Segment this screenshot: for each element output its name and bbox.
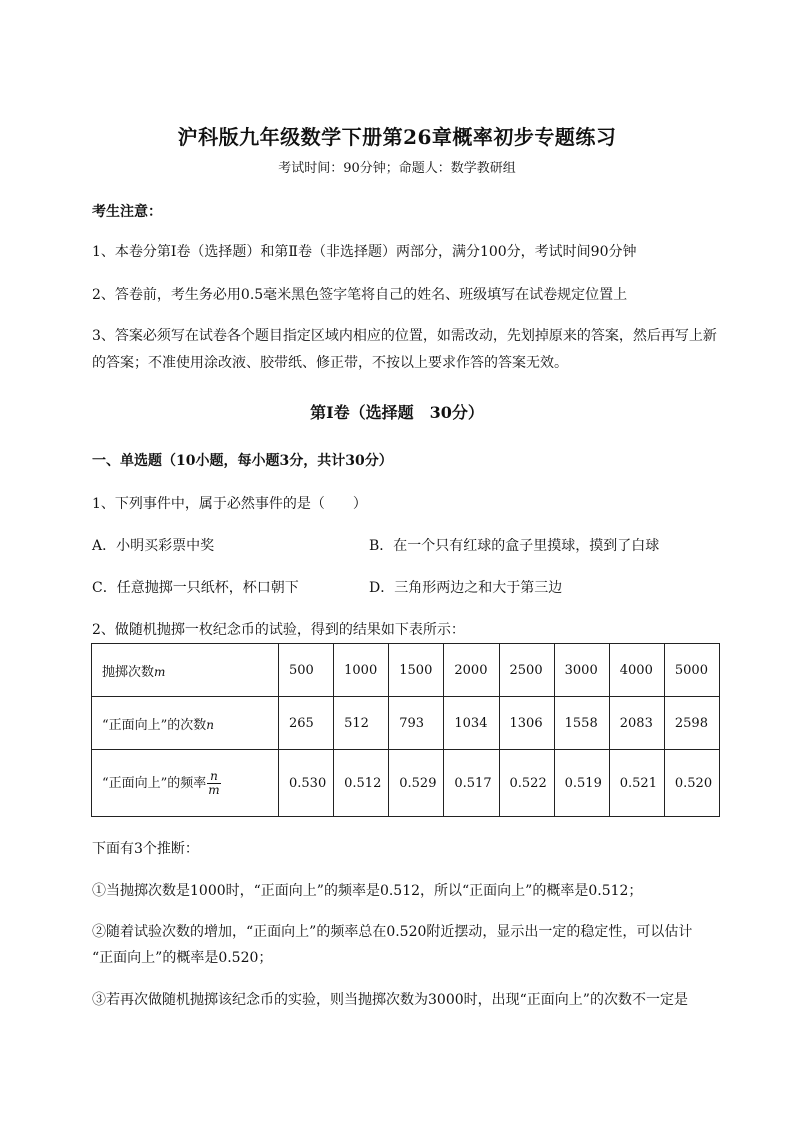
q1-stem: 1、下列事件中，属于必然事件的是（ ） — [92, 496, 367, 512]
inference-2-cont: “正面向上”的概率是0.520； — [92, 950, 273, 966]
q2-stem: 2、做随机抛掷一枚纪念币的试验，得到的结果如下表所示： — [92, 622, 465, 638]
inference-2: ②随着试验次数的增加，“正面向上”的频率总在0.520附近摆动，显示出一定的稳定性，可以估计 — [92, 924, 693, 940]
coin-toss-table — [91, 643, 720, 817]
table-header-throws: 抛掷次数m — [92, 644, 279, 697]
table-row-throws — [92, 644, 720, 697]
table-cell: 265 — [279, 697, 334, 750]
table-cell: 2000 — [444, 644, 499, 697]
notice-line-1: 1、本卷分第I卷（选择题）和第Ⅱ卷（非选择题）两部分，满分100分，考试时间90分钟 — [92, 244, 637, 260]
table-cell: 500 — [279, 644, 334, 697]
part-heading: 一、单选题（10小题，每小题3分，共计30分） — [92, 453, 393, 469]
table-row-freq — [92, 750, 720, 817]
table-cell: 2083 — [609, 697, 664, 750]
table-cell: 512 — [334, 697, 389, 750]
notice-line-3-cont: 的答案；不准使用涂改液、胶带纸、修正带，不按以上要求作答的答案无效。 — [92, 355, 568, 371]
doc-title: 沪科版九年级数学下册第26章概率初步专题练习 — [177, 125, 617, 149]
q1-option-b: B．在一个只有红球的盒子里摸球，摸到了白球 — [369, 538, 660, 554]
table-cell: 0.517 — [444, 750, 499, 817]
notice-line-3: 3、答案必须写在试卷各个题目指定区域内相应的位置，如需改动，先划掉原来的答案，然后再写上新 — [92, 328, 717, 344]
q1-option-a: A．小明买彩票中奖 — [92, 538, 215, 554]
table-cell: 1558 — [554, 697, 609, 750]
doc-subtitle: 考试时间：90分钟；命题人：数学教研组 — [278, 161, 516, 176]
table-cell: 0.522 — [499, 750, 554, 817]
table-cell: 5000 — [664, 644, 719, 697]
notice-heading: 考生注意： — [92, 204, 162, 220]
fraction-n-over-m: $\frac{n}{m}$ — [208, 768, 220, 797]
notice-line-2: 2、答卷前，考生务必用0.5毫米黑色签字笔将自己的姓名、班级填写在试卷规定位置上 — [92, 287, 628, 303]
table-cell: 1000 — [334, 644, 389, 697]
inference-3: ③若再次做随机抛掷该纪念币的实验，则当抛掷次数为3000时，出现“正面向上”的次数不一定是 — [92, 992, 688, 1008]
table-cell: 0.519 — [554, 750, 609, 817]
table-cell: 1034 — [444, 697, 499, 750]
table-cell: 0.521 — [609, 750, 664, 817]
table-cell: 0.512 — [334, 750, 389, 817]
inference-1: ①当抛掷次数是1000时，“正面向上”的频率是0.512，所以“正面向上”的概率是0.512； — [92, 883, 643, 899]
q1-option-c: C．任意抛掷一只纸杯，杯口朝下 — [92, 580, 299, 596]
table-cell: 2500 — [499, 644, 554, 697]
table-cell: 0.520 — [664, 750, 719, 817]
q1-option-d: D．三角形两边之和大于第三边 — [369, 580, 563, 596]
table-header-freq: “正面向上”的频率 $\frac{n}{m}$ — [92, 750, 279, 817]
table-cell: 0.529 — [389, 750, 444, 817]
inference-intro: 下面有3个推断： — [92, 841, 199, 857]
table-cell: 4000 — [609, 644, 664, 697]
table-cell: 3000 — [554, 644, 609, 697]
table-cell: 0.530 — [279, 750, 334, 817]
table-row-heads — [92, 697, 720, 750]
table-cell: 2598 — [664, 697, 719, 750]
table-cell: 793 — [389, 697, 444, 750]
table-cell: 1500 — [389, 644, 444, 697]
table-cell: 1306 — [499, 697, 554, 750]
section-title: 第I卷（选择题 30分） — [310, 403, 484, 422]
table-header-heads: “正面向上”的次数n — [92, 697, 279, 750]
